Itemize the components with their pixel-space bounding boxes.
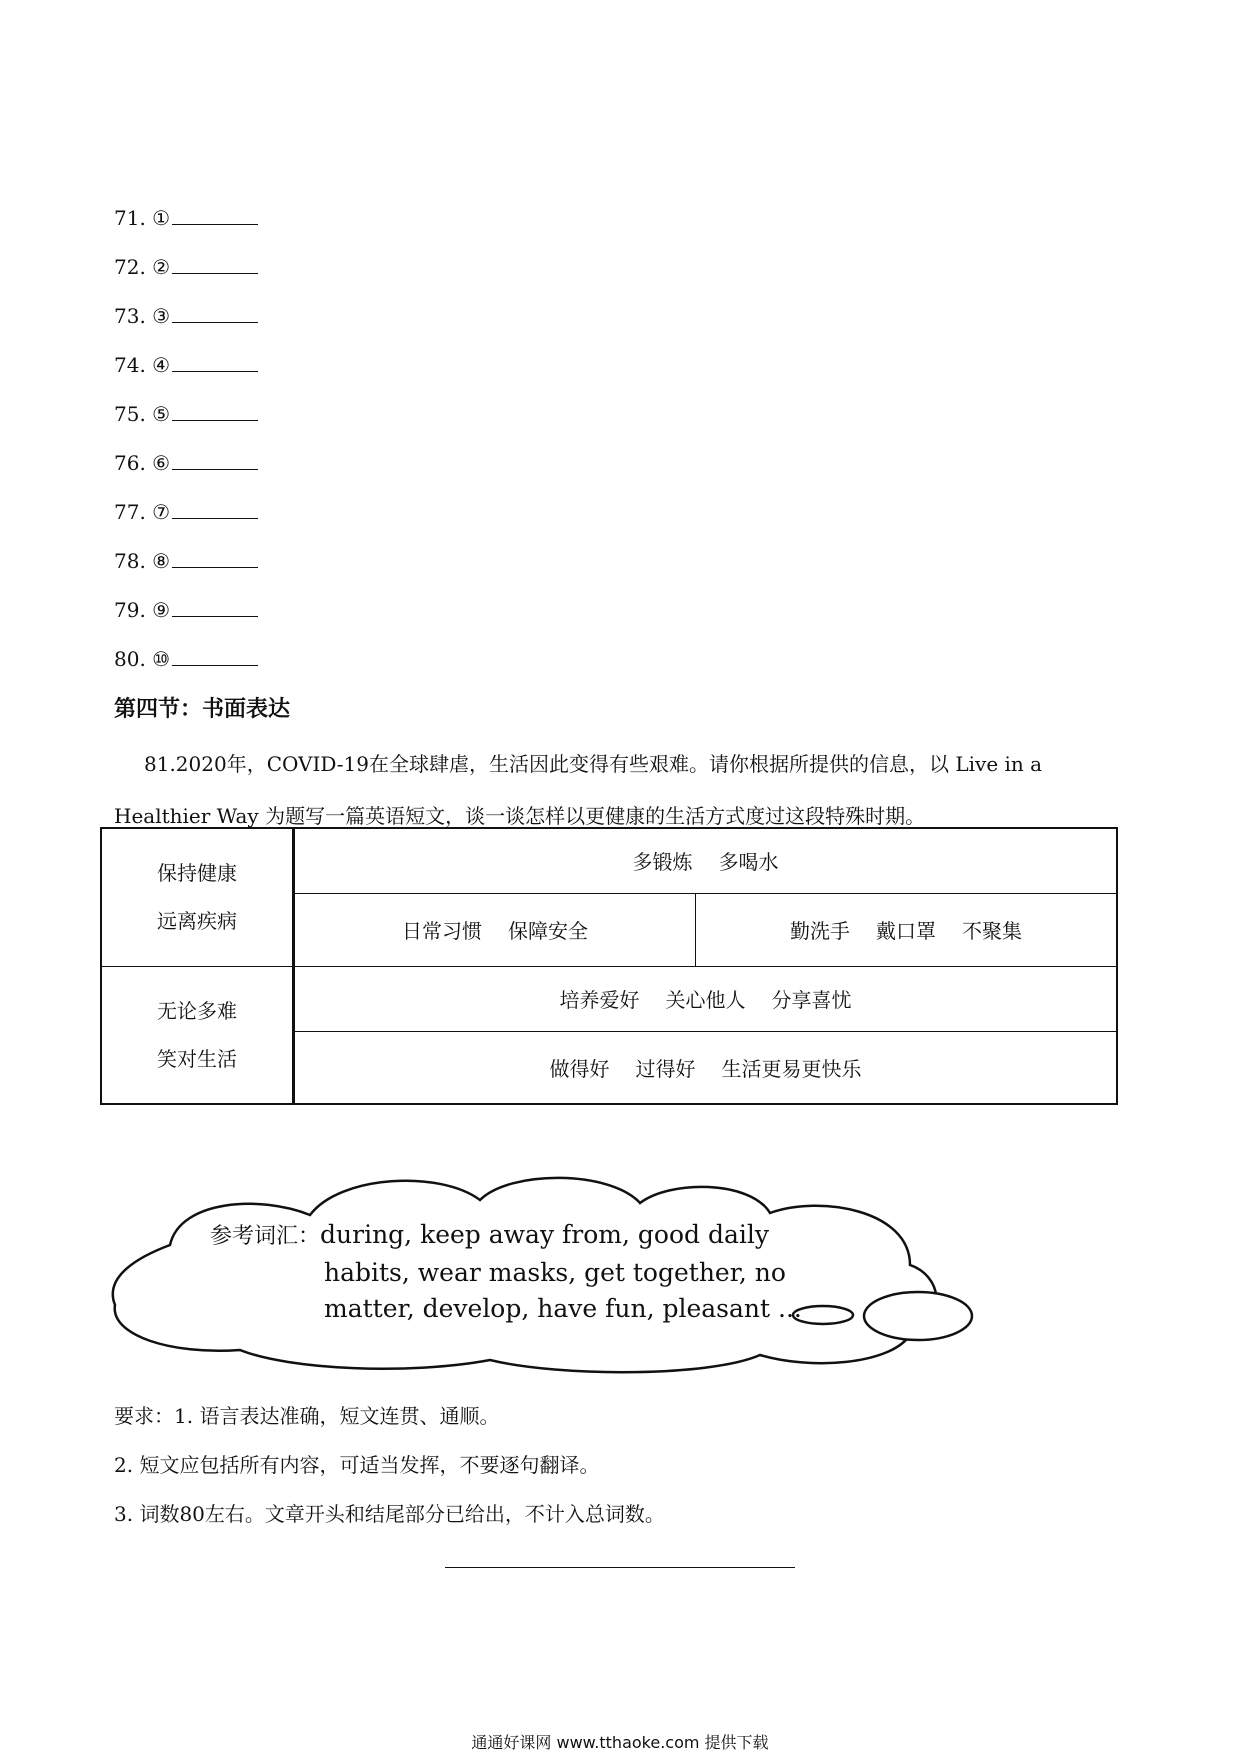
blank-77 [114, 498, 258, 547]
blank-number: 73. ③ [114, 304, 171, 328]
blank-number: 75. ⑤ [114, 402, 171, 426]
blank-line[interactable] [172, 351, 258, 372]
row4-cell: 做得好 过得好 生活更易更快乐 [294, 1031, 1118, 1104]
vocab-line-3: matter, develop, have fun, pleasant ... [324, 1294, 802, 1323]
row3-cell: 培养爱好 关心他人 分享喜忧 [294, 966, 1118, 1031]
task-line-2: Healthier Way 为题写一篇英语短文，谈一谈怎样以更健康的生活方式度过这段特殊时期。 [114, 804, 926, 828]
group1-label: 保持健康 远离疾病 [101, 828, 294, 966]
blank-71 [114, 204, 258, 253]
vocab-text [210, 1217, 802, 1327]
blank-number: 74. ④ [114, 353, 171, 377]
blank-78 [114, 547, 258, 596]
row2-right-cell: 勤洗手 戴口罩 不聚集 [696, 893, 1118, 966]
blank-line[interactable] [172, 547, 258, 568]
blank-line[interactable] [172, 596, 258, 617]
title-answer-line[interactable] [445, 1567, 795, 1568]
blank-number: 72. ② [114, 255, 171, 279]
blank-number: 79. ⑨ [114, 598, 171, 622]
blank-number: 80. ⑩ [114, 647, 171, 671]
row1-cell: 多锻炼 多喝水 [294, 828, 1118, 893]
info-table [100, 827, 1118, 1105]
blank-75 [114, 400, 258, 449]
blank-number: 78. ⑧ [114, 549, 171, 573]
blank-line[interactable] [172, 449, 258, 470]
requirement-1: 要求：1. 语言表达准确，短文连贯、通顺。 [114, 1404, 500, 1428]
footer: 通通好课网 www.tthaoke.com 提供下载 [471, 1733, 769, 1752]
blank-76 [114, 449, 258, 498]
vocab-line-2: habits, wear masks, get together, no [324, 1258, 786, 1287]
vocab-label: 参考词汇： [210, 1224, 321, 1249]
blank-line[interactable] [172, 498, 258, 519]
requirement-2: 2. 短文应包括所有内容，可适当发挥，不要逐句翻译。 [114, 1453, 600, 1477]
blank-line[interactable] [172, 400, 258, 421]
requirements [114, 1392, 665, 1539]
vocab-cloud [110, 1165, 980, 1377]
blank-80 [114, 645, 258, 694]
task-line-1: 81.2020年，COVID-19在全球肆虐，生活因此变得有些艰难。请你根据所提供的信息，以 Live in a [144, 752, 1043, 776]
blank-number: 71. ① [114, 206, 171, 230]
vocab-line-1: during, keep away from, good daily [320, 1220, 769, 1249]
blank-72 [114, 253, 258, 302]
row2-left-cell: 日常习惯 保障安全 [294, 893, 696, 966]
blank-line[interactable] [172, 253, 258, 274]
blank-74 [114, 351, 258, 400]
group2-label: 无论多难 笑对生活 [101, 966, 294, 1104]
blank-line[interactable] [172, 204, 258, 225]
blank-number: 76. ⑥ [114, 451, 171, 475]
blank-line[interactable] [172, 302, 258, 323]
answer-blanks [114, 204, 258, 694]
blank-79 [114, 596, 258, 645]
requirement-3: 3. 词数80左右。文章开头和结尾部分已给出，不计入总词数。 [114, 1502, 665, 1526]
blank-number: 77. ⑦ [114, 500, 171, 524]
blank-73 [114, 302, 258, 351]
section-title: 第四节：书面表达 [114, 697, 291, 722]
blank-line[interactable] [172, 645, 258, 666]
